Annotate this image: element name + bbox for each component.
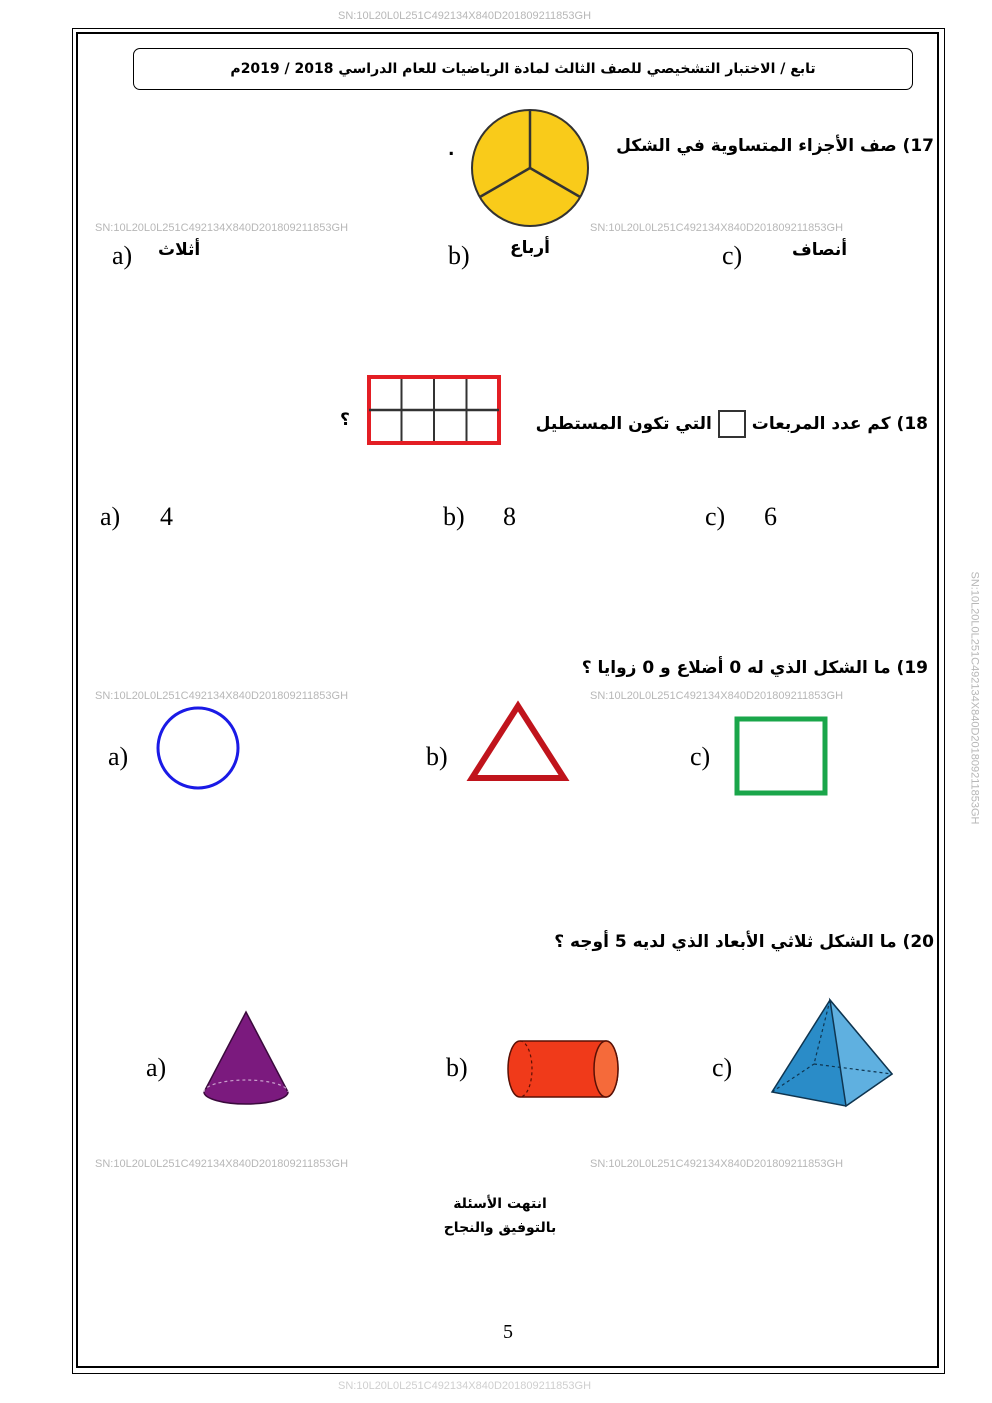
question-18-text-part1: 18) كم عدد المربعات	[751, 414, 928, 434]
q19-option-a-label[interactable]: a)	[108, 742, 129, 771]
q20-option-c-label[interactable]: c)	[712, 1053, 733, 1082]
q18-option-c-label[interactable]: c)	[705, 502, 726, 531]
q20-option-a-label[interactable]: a)	[146, 1053, 167, 1082]
question-18-qmark: ؟	[340, 410, 350, 430]
q20-option-b-label[interactable]: b)	[446, 1053, 468, 1082]
cone-shape-option[interactable]	[200, 1010, 292, 1110]
footer-line-2: بالتوفيق والنجاح	[443, 1220, 557, 1236]
question-18-text	[536, 410, 928, 438]
question-17-text: 17) صف الأجزاء المتساوية في الشكل	[616, 136, 934, 156]
q17-option-b-text[interactable]: أرباع	[510, 238, 550, 258]
cylinder-shape-option[interactable]	[508, 1038, 620, 1100]
triangle-shape-option[interactable]	[468, 698, 568, 782]
q17-option-b-label[interactable]: b)	[448, 241, 470, 270]
q18-option-c-value[interactable]: 6	[764, 502, 777, 531]
square-shape-option[interactable]	[734, 716, 828, 796]
serial-watermark-q17-left: SN:10L20L0L251C492134X840D201809211853GH	[95, 222, 349, 234]
page-header	[133, 48, 913, 90]
pyramid-shape-option[interactable]	[770, 996, 896, 1108]
serial-watermark-q19-right: SN:10L20L0L251C492134X840D201809211853GH	[590, 690, 844, 702]
q17-option-c-text[interactable]: أنصاف	[792, 240, 848, 260]
q18-option-a-value[interactable]: 4	[160, 502, 173, 531]
serial-watermark-top: SN:10L20L0L251C492134X840D201809211853GH	[338, 10, 592, 22]
question-18-text-part2: التي تكون المستطيل	[535, 414, 712, 434]
header-title: تابع / الاختبار التشخيصي للصف الثالث لمادة الرياضيات للعام الدراسي 2018 / 2019م	[230, 61, 816, 77]
rectangle-grid-figure	[367, 375, 501, 445]
footer-line-1: انتهت الأسئلة	[453, 1196, 547, 1212]
q17-option-a-text[interactable]: أثلاث	[158, 240, 201, 260]
serial-watermark-bottom-left: SN:10L20L0L251C492134X840D201809211853GH	[95, 1158, 349, 1170]
question-20-text: 20) ما الشكل ثلاثي الأبعاد الذي لديه 5 أوجه ؟	[554, 932, 934, 952]
q18-option-a-label[interactable]: a)	[100, 502, 121, 531]
q17-option-a-label[interactable]: a)	[112, 241, 133, 270]
serial-watermark-q17-right: SN:10L20L0L251C492134X840D201809211853GH	[590, 222, 844, 234]
unit-square-icon	[718, 410, 746, 438]
question-17-dot: .	[448, 140, 455, 160]
circle-shape-option[interactable]	[156, 706, 240, 790]
page-number: 5	[503, 1321, 513, 1343]
question-19-text: 19) ما الشكل الذي له 0 أضلاع و 0 زوايا ؟	[581, 658, 928, 678]
q19-option-b-label[interactable]: b)	[426, 742, 448, 771]
three-part-circle-figure	[470, 108, 590, 228]
serial-watermark-bottom-right: SN:10L20L0L251C492134X840D201809211853GH	[590, 1158, 844, 1170]
serial-watermark-footer: SN:10L20L0L251C492134X840D201809211853GH	[338, 1380, 592, 1392]
serial-watermark-q19-left: SN:10L20L0L251C492134X840D201809211853GH	[95, 690, 349, 702]
q18-option-b-label[interactable]: b)	[443, 502, 465, 531]
q17-option-c-label[interactable]: c)	[722, 241, 743, 270]
q19-option-c-label[interactable]: c)	[690, 742, 711, 771]
serial-watermark-side-right: SN:10L20L0L251C492134X840D201809211853GH	[968, 571, 981, 825]
q18-option-b-value[interactable]: 8	[503, 502, 516, 531]
